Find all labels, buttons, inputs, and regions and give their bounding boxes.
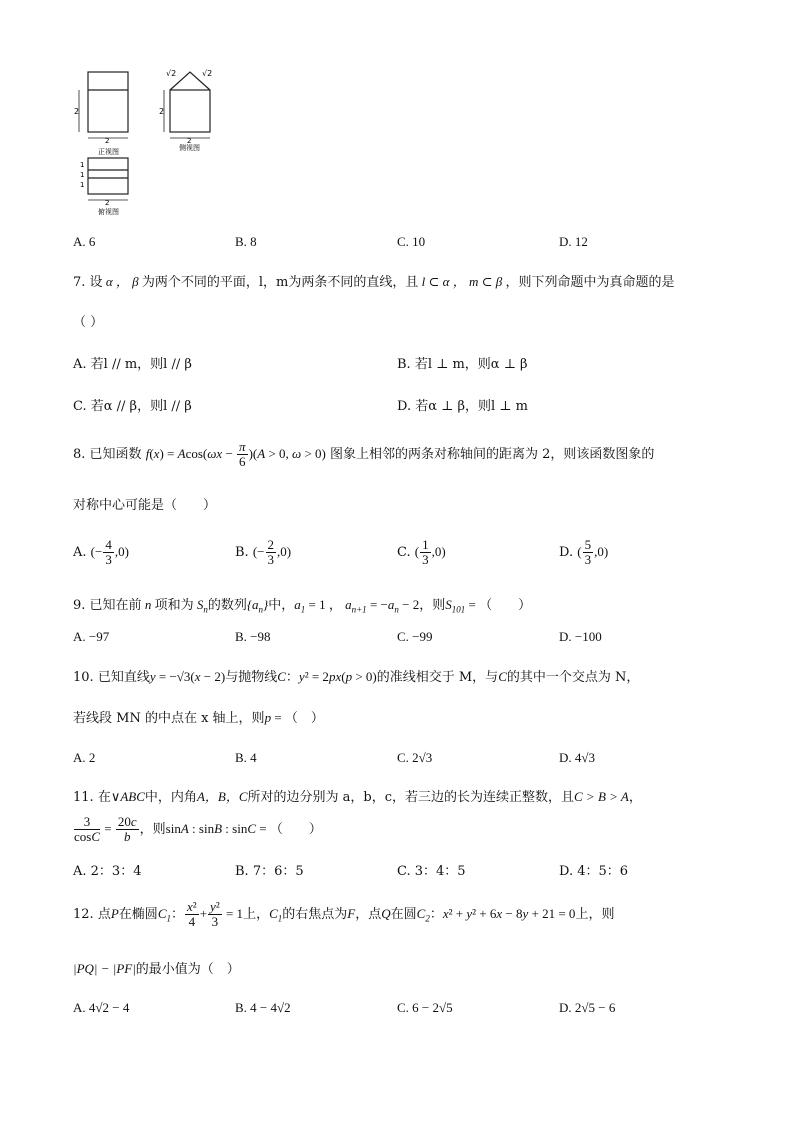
q12-text-a: 点: [97, 907, 111, 922]
q9-stem: 9. 已知在前 n 项和为 $S_n$的数列$\{a_n\}$中，$a_1 = 1$ ， $a_{n+1} = -a_n - 2$，则$S_{101}$ = （ ）: [73, 597, 532, 615]
q9-text-e: ，则: [419, 598, 446, 613]
top-dim-1c: 1: [80, 181, 85, 189]
side-view: [164, 72, 210, 138]
q12-text-f: 在圆: [390, 907, 417, 922]
top-width-2: 2: [105, 199, 110, 207]
front-view: [79, 72, 128, 138]
q8-option-c[interactable]: C. ( $\frac{1}{3}$ ,0): [397, 537, 446, 567]
q10-option-c[interactable]: C. 2√3: [397, 750, 433, 765]
q7-number: 7.: [73, 275, 86, 290]
q11-line2: $\frac{3}{\cos C}$ = $\frac{20c}{b}$ ，则sinA : sinB : sinC = （ ）: [74, 814, 322, 844]
q12-text-e: ，点: [355, 907, 382, 922]
q10-line2-text: 若线段 MN 的中点在 x 轴上，则: [73, 711, 265, 726]
q12-text-g: 上，则: [575, 907, 615, 922]
top-view-label: 俯视图: [98, 208, 119, 216]
q9-option-a[interactable]: A. −97: [73, 629, 110, 644]
q8-option-d[interactable]: D. ( $\frac{5}{3}$ ,0): [559, 537, 609, 567]
q11-text-a: 在: [97, 790, 111, 805]
q11-option-b[interactable]: B. 7：6：5: [235, 864, 304, 879]
q8-option-a[interactable]: A. (− $\frac{4}{3}$ ,0): [73, 537, 129, 567]
q10-text-a: 已知直线: [97, 670, 150, 685]
side-view-label: 侧视图: [179, 144, 200, 152]
q11-paren: （ ）: [269, 822, 322, 837]
q7-text-c: ，则下列命题中为真命题的是: [505, 275, 675, 290]
q8-option-b[interactable]: B. (− $\frac{2}{3}$ ,0): [235, 537, 292, 567]
q10-text-c: 的准线相交于 M，与: [376, 670, 499, 685]
q10-option-b[interactable]: B. 4: [235, 750, 257, 765]
side-sqrt2-right: √2: [202, 69, 213, 78]
q11-option-a[interactable]: A. 2：3：4: [73, 864, 142, 879]
q8-stem: 8. 已知函数 f(x) = Acos(ωx − $\frac{\pi}{6}$ )(A > 0, ω > 0) 图象上相邻的两条对称轴间的距离为 2，则该函数图象的: [73, 439, 655, 469]
front-dim-2: 2: [74, 107, 80, 116]
q12-text-d: 的右焦点为: [282, 907, 348, 922]
side-sqrt2-left: √2: [166, 69, 177, 78]
q11-text-d: ，则: [139, 822, 166, 837]
q9-option-d[interactable]: D. −100: [559, 629, 602, 644]
q9-option-c[interactable]: C. −99: [397, 629, 433, 644]
q7-condition: l ⊂ α ， m ⊂ β: [418, 274, 506, 289]
q11-text-b: 中，内角: [144, 790, 197, 805]
q12-stem: 12. 点P在椭圆$C_1$： $\frac{\text{x²}}{4}$ + $\frac{\text{y²}}{3}$ = 1上，$C_1$的右焦点为F，点Q在圆$C_2$：x² + y² + 6x − 8y + 21 = 0上，则: [73, 899, 615, 929]
q10-option-a[interactable]: A. 2: [73, 750, 96, 765]
q11-option-c[interactable]: C. 3：4：5: [397, 864, 466, 879]
q7-text-b: 为两个不同的平面，l，m为两条不同的直线，且: [141, 275, 419, 290]
q11-number: 11.: [73, 790, 94, 805]
three-view-figure: [70, 66, 230, 221]
q10-option-d[interactable]: D. 4√3: [559, 750, 596, 765]
side-width-2: 2: [187, 137, 192, 145]
q12-number: 12.: [73, 907, 94, 922]
q12-text-c: 上，: [243, 907, 270, 922]
top-dim-1a: 1: [80, 161, 85, 169]
side-dim-2: 2: [159, 107, 165, 116]
q9-text-a: 已知在前: [89, 598, 142, 613]
q12-text-b: 在椭圆: [118, 907, 158, 922]
q6-option-a[interactable]: A. 6: [73, 234, 96, 249]
q10-paren: （ ）: [284, 711, 324, 726]
q12-line2: |PQ| − |PF|的最小值为（ ）: [73, 961, 240, 977]
q10-text-b: 与抛物线: [225, 670, 278, 685]
q6-option-d[interactable]: D. 12: [559, 234, 588, 249]
front-width-2: 2: [105, 137, 110, 145]
q7-stem: [73, 271, 674, 290]
q10-number: 10.: [73, 670, 94, 685]
q10-line2: 若线段 MN 的中点在 x 轴上，则p = （ ）: [73, 710, 324, 726]
q12-line2-text: 的最小值为（ ）: [135, 962, 240, 977]
q7-option-b[interactable]: B. 若l ⊥ m，则α ⊥ β: [397, 357, 528, 372]
q9-option-b[interactable]: B. −98: [235, 629, 271, 644]
q10-text-d: 的其中一个交点为 N，: [506, 670, 640, 685]
front-view-label: 正视图: [98, 148, 119, 156]
q12-option-c[interactable]: C. 6 − 2√5: [397, 1000, 453, 1015]
q7-option-c[interactable]: C. 若α // β，则l // β: [73, 399, 192, 414]
q7-alpha-beta: α ， β: [102, 274, 142, 289]
q7-option-a[interactable]: A. 若l // m，则l // β: [73, 357, 192, 372]
q9-text-d: 中，: [268, 598, 295, 613]
q7-paren: （ ）: [73, 315, 104, 330]
q11-option-d[interactable]: D. 4：5：6: [559, 864, 629, 879]
q6-option-c[interactable]: C. 10: [397, 234, 426, 249]
q12-option-b[interactable]: B. 4 − 4√2: [235, 1000, 291, 1015]
q10-stem: 10. 已知直线y = −√3(x − 2)与抛物线C：y² = 2px(p > 0)的准线相交于 M，与C的其中一个交点为 N，: [73, 669, 640, 685]
q8-function: f: [145, 446, 150, 461]
q12-option-d[interactable]: D. 2√5 − 6: [559, 1000, 616, 1015]
q8-text-b: 图象上相邻的两条对称轴间的距离为 2，则该函数图象的: [330, 447, 655, 462]
q9-paren: （ ）: [479, 598, 532, 613]
q11-stem: 11. 在∨ABC中，内角A，B，C所对的边分别为 a，b，c，若三边的长为连续正整数，且C > B > A，: [73, 789, 642, 805]
q8-text-c: 对称中心可能是（ ）: [73, 498, 217, 513]
top-view: [88, 158, 128, 200]
q7-text-a: 设: [89, 275, 103, 290]
q9-text-c: 的数列: [207, 598, 247, 613]
top-dim-1b: 1: [80, 171, 85, 179]
q9-number: 9.: [73, 598, 86, 613]
q7-option-d[interactable]: D. 若α ⊥ β，则l ⊥ m: [397, 399, 528, 414]
q9-text-b: 项和为: [154, 598, 194, 613]
q12-option-a[interactable]: A. 4√2 − 4: [73, 1000, 130, 1015]
q8-text-a: 已知函数: [89, 447, 142, 462]
q6-option-b[interactable]: B. 8: [235, 234, 257, 249]
q11-text-c: 所对的边分别为 a，b，c，若三边的长为连续正整数，且: [247, 790, 574, 805]
q8-number: 8.: [73, 447, 86, 462]
